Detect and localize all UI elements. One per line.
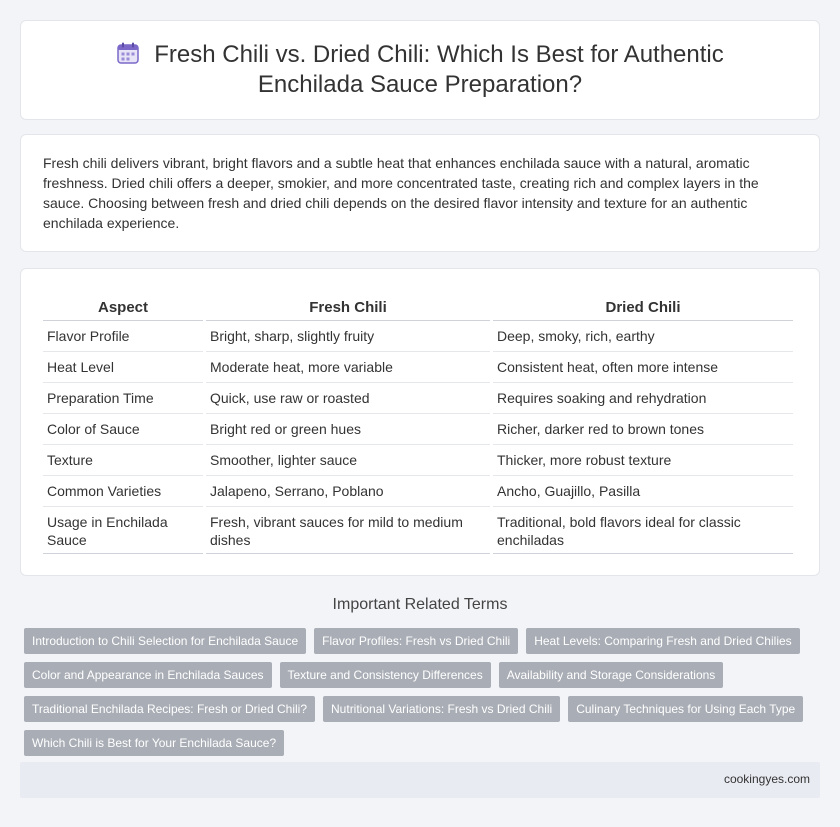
table-cell: Common Varieties [43,476,203,507]
related-terms-title: Important Related Terms [332,596,508,613]
related-terms-list [24,628,820,756]
table-cell: Preparation Time [43,383,203,414]
header-aspect: Aspect [43,293,203,321]
comparison-table [40,293,796,554]
table-cell: Quick, use raw or roasted [206,383,490,414]
header-dried-chili: Dried Chili [493,293,793,321]
page-title-wrap [61,40,779,100]
footer-site-link[interactable]: cookingyes.com [723,772,810,786]
table-row [43,507,793,554]
related-term-tag[interactable]: Culinary Techniques for Using Each Type [568,696,803,722]
table-cell: Ancho, Guajillo, Pasilla [493,476,793,507]
table-header-row [43,293,793,321]
related-term-tag[interactable]: Nutritional Variations: Fresh vs Dried Chili [323,696,560,722]
related-term-tag[interactable]: Traditional Enchilada Recipes: Fresh or Dried Chili? [24,696,315,722]
table-row [43,445,793,476]
table-cell: Smoother, lighter sauce [206,445,490,476]
table-cell: Moderate heat, more variable [206,352,490,383]
related-term-tag[interactable]: Texture and Consistency Differences [280,662,491,688]
related-term-tag[interactable]: Availability and Storage Considerations [499,662,724,688]
page-title: Fresh Chili vs. Dried Chili: Which Is Best for Authentic Enchilada Sauce Preparation? [154,41,724,98]
table-cell: Consistent heat, often more intense [493,352,793,383]
related-term-tag[interactable]: Introduction to Chili Selection for Enchilada Sauce [24,628,306,654]
header-fresh-chili: Fresh Chili [206,293,490,321]
table-row [43,476,793,507]
table-cell: Fresh, vibrant sauces for mild to medium dishes [206,507,490,554]
calendar-icon [116,41,140,65]
related-term-tag[interactable]: Flavor Profiles: Fresh vs Dried Chili [314,628,518,654]
table-row [43,414,793,445]
table-row [43,383,793,414]
table-cell: Bright red or green hues [206,414,490,445]
related-term-tag[interactable]: Which Chili is Best for Your Enchilada Sauce? [24,730,284,756]
table-cell: Jalapeno, Serrano, Poblano [206,476,490,507]
intro-card [20,134,820,252]
related-term-tag[interactable]: Heat Levels: Comparing Fresh and Dried Chilies [526,628,799,654]
table-cell: Color of Sauce [43,414,203,445]
table-cell: Texture [43,445,203,476]
table-cell: Bright, sharp, slightly fruity [206,321,490,352]
table-row [43,321,793,352]
table-cell: Traditional, bold flavors ideal for classic enchiladas [493,507,793,554]
table-cell: Heat Level [43,352,203,383]
table-row [43,352,793,383]
footer [20,762,820,798]
title-card [20,20,820,120]
table-cell: Requires soaking and rehydration [493,383,793,414]
table-cell: Usage in Enchilada Sauce [43,507,203,554]
related-term-tag[interactable]: Color and Appearance in Enchilada Sauces [24,662,272,688]
table-cell: Thicker, more robust texture [493,445,793,476]
table-cell: Flavor Profile [43,321,203,352]
intro-paragraph: Fresh chili delivers vibrant, bright flavors and a subtle heat that enhances enchilada sauce with a natural, aromatic freshness. Dried chili offers a deeper, smokier, and more concentrated taste, creating rich and complex layers in the sauce. Choosing between fresh and dried chili depends on the desired flavor intensity and texture for an authentic enchilada experience. [43,155,759,231]
table-cell: Richer, darker red to brown tones [493,414,793,445]
table-cell: Deep, smoky, rich, earthy [493,321,793,352]
comparison-table-card [20,268,820,576]
